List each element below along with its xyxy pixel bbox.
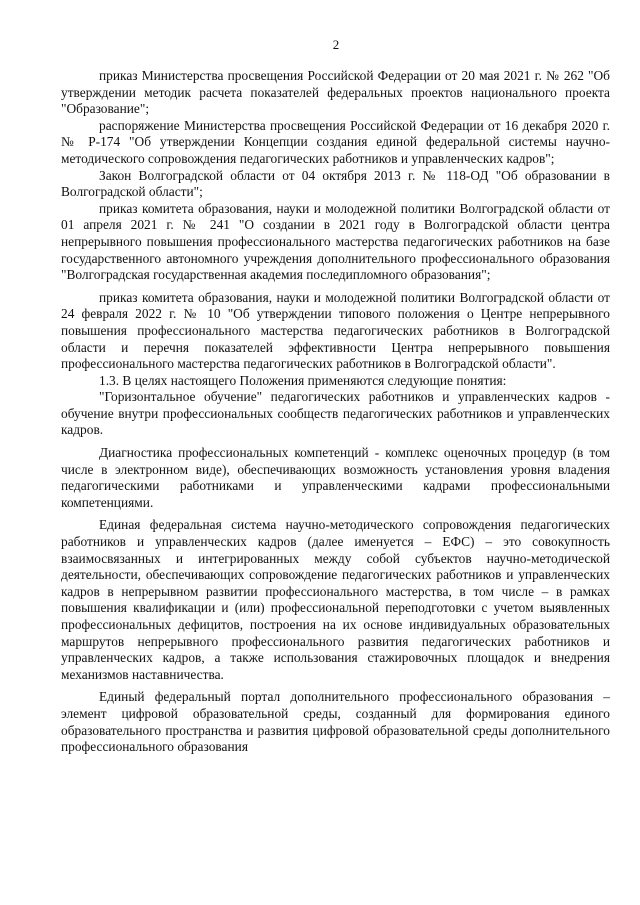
paragraph-efs-definition: Единая федеральная система научно-методического сопровождения педагогических работников и управленческих кадров (далее именуется – ЕФС) – это совокупность взаимосвязанных и интегрированных между собой субъектов научно-методической деятельности, обеспечивающих сопровождение педагогических работников и управленческих кадров в непрерывном развитии профессионального мастерства, в том числе – в рамках повышения квалификации и (или) профессиональной переподготовки с учетом выявленных профессиональных дефицитов, построения на их основе индивидуальных образовательных маршрутов непрерывного профессионального развития педагогических работников и управленческих кадров, а также использования стажировочных площадок и внедрения механизмов наставничества. xyxy=(61,517,610,682)
paragraph-order-10: приказ комитета образования, науки и молодежной политики Волгоградской области от 24 февраля 2022 г. № 10 "Об утверждении типового положения о Центре непрерывного повышения профессионального мастерства педагогических работников в Волгоградской области и перечня показателей эффективности Центра непрерывного повышения профессионального мастерства педагогических работников в Волгоградской области". xyxy=(61,289,610,372)
paragraph-law-118-od: Закон Волгоградской области от 04 октября 2013 г. № 118-ОД "Об образовании в Волгоградской области"; xyxy=(61,167,610,200)
paragraph-horizontal-learning: "Горизонтальное обучение" педагогических работников и управленческих кадров - обучение внутри профессиональных сообществ педагогических работников и управленческих кадров. xyxy=(61,389,610,438)
document-body xyxy=(61,68,610,756)
paragraph-federal-portal: Единый федеральный портал дополнительного профессионального образования – элемент цифровой образовательной среды, созданный для формирования единого образовательного пространства и развития цифровой образовательной среды дополнительного профессионального образования xyxy=(61,689,610,755)
paragraph-competency-diagnostics: Диагностика профессиональных компетенций - комплекс оценочных процедур (в том числе в электронном виде), обеспечивающих возможность установления уровня владения педагогическими работниками и управленческими кадрами профессиональными компетенциями. xyxy=(61,445,610,510)
paragraph-order-r174: распоряжение Министерства просвещения Российской Федерации от 16 декабря 2020 г. № Р-174 "Об утверждении Концепции создания единой федеральной системы научно-методического сопровождения педагогических работников и управленческих кадров"; xyxy=(61,117,610,166)
paragraph-order-241: приказ комитета образования, науки и молодежной политики Волгоградской области от 01 апреля 2021 г. № 241 "О создании в 2021 году в Волгоградской области центра непрерывного повышения профессионального мастерства педагогических работников на базе государственного автономного учреждения дополнительного профессионального образования "Волгоградская государственная академия последипломного образования"; xyxy=(61,200,610,283)
paragraph-section-1-3: 1.3. В целях настоящего Положения применяются следующие понятия: xyxy=(99,372,507,388)
paragraph-order-262: приказ Министерства просвещения Российской Федерации от 20 мая 2021 г. № 262 "Об утверждении методик расчета показателей федеральных проектов национального проекта "Образование"; xyxy=(61,68,610,117)
page-number: 2 xyxy=(332,37,340,52)
